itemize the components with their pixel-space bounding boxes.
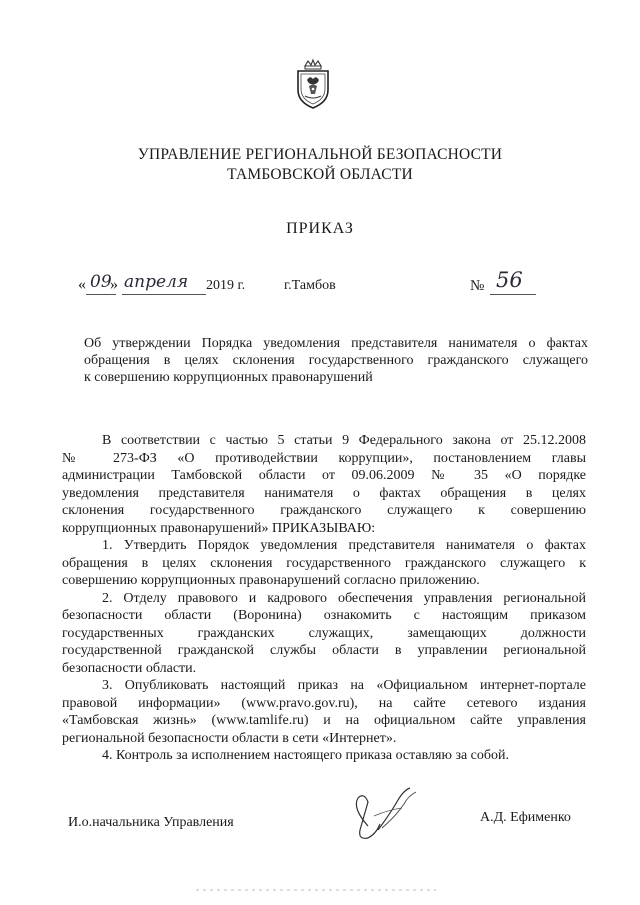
order-subject: [84, 335, 588, 386]
item-3-line: региональной безопасности области в сети «Интернет».: [62, 730, 397, 746]
number-underline: [490, 294, 536, 295]
body-line: уведомления представителя нанимателя о фактах обращения в целях: [62, 485, 586, 501]
year: 2019 г.: [206, 278, 246, 293]
body-line: № 273-ФЗ «О противодействии коррупции», постановлением главы: [62, 450, 586, 466]
item-3-line: «Тамбовская жизнь» (www.tamlife.ru) и на официальном сайте управления: [62, 713, 586, 728]
order-body: [62, 432, 586, 765]
item-2-line: государственной гражданской службы области в управлении региональной: [62, 643, 586, 658]
open-quote: «: [78, 276, 86, 293]
close-quote: »: [110, 276, 118, 293]
number-label: №: [470, 278, 485, 294]
day-underline: [86, 294, 116, 295]
page-edge-trace: [196, 888, 436, 892]
handwritten-signature: [338, 786, 426, 848]
subject-line: к совершению коррупционных правонарушений: [84, 370, 373, 385]
item-2-line: безопасности области.: [62, 660, 197, 676]
body-line: коррупционных правонарушений» ПРИКАЗЫВАЮ:: [62, 520, 376, 536]
item-3-line: 3. Опубликовать настоящий приказ на «Официальном интернет-портале: [102, 678, 586, 693]
item-1-line: 1. Утвердить Порядок уведомления представителя нанимателя о фактах: [102, 538, 586, 553]
header-line-2: ТАМБОВСКОЙ ОБЛАСТИ: [227, 166, 413, 183]
handwritten-month: апреля: [124, 272, 189, 292]
signatory-position: И.о.начальника Управления: [68, 815, 234, 830]
subject-line: обращения в целях склонения государственного гражданского служащего: [84, 353, 588, 368]
header-line-1: УПРАВЛЕНИЕ РЕГИОНАЛЬНОЙ БЕЗОПАСНОСТИ: [137, 146, 503, 163]
coat-of-arms-icon: [292, 58, 334, 110]
handwritten-number: 56: [496, 268, 523, 292]
item-2-line: государственных гражданских служащих, замещающих должности: [62, 625, 586, 641]
body-line: администрации Тамбовской области от 09.06.2009 № 35 «О порядке: [62, 468, 586, 483]
date-line: [0, 268, 640, 302]
handwritten-day: 09: [90, 272, 112, 292]
item-1-line: совершению коррупционных правонарушений согласно приложению.: [62, 573, 480, 588]
signatory-name: А.Д. Ефименко: [480, 810, 571, 825]
item-2-line: 2. Отделу правового и кадрового обеспечения управления региональной: [102, 590, 586, 606]
city: г.Тамбов: [284, 278, 336, 293]
item-4-line: 4. Контроль за исполнением настоящего приказа оставляю за собой.: [102, 748, 510, 763]
item-1-line: обращения в целях склонения государственного гражданского служащего к: [62, 555, 586, 571]
item-3-line: правовой информации» (www.pravo.gov.ru), на сайте сетевого издания: [62, 695, 586, 711]
body-line: В соответствии с частью 5 статьи 9 Федерального закона от 25.12.2008: [102, 433, 586, 448]
item-2-line: безопасности области (Воронина) ознакомить с настоящим приказом: [62, 608, 586, 623]
body-line: склонения государственного гражданского служащего к совершению: [62, 503, 586, 518]
document-type: ПРИКАЗ: [286, 220, 354, 237]
subject-line: Об утверждении Порядка уведомления представителя нанимателя о фактах: [84, 336, 588, 351]
month-underline: [122, 294, 206, 295]
